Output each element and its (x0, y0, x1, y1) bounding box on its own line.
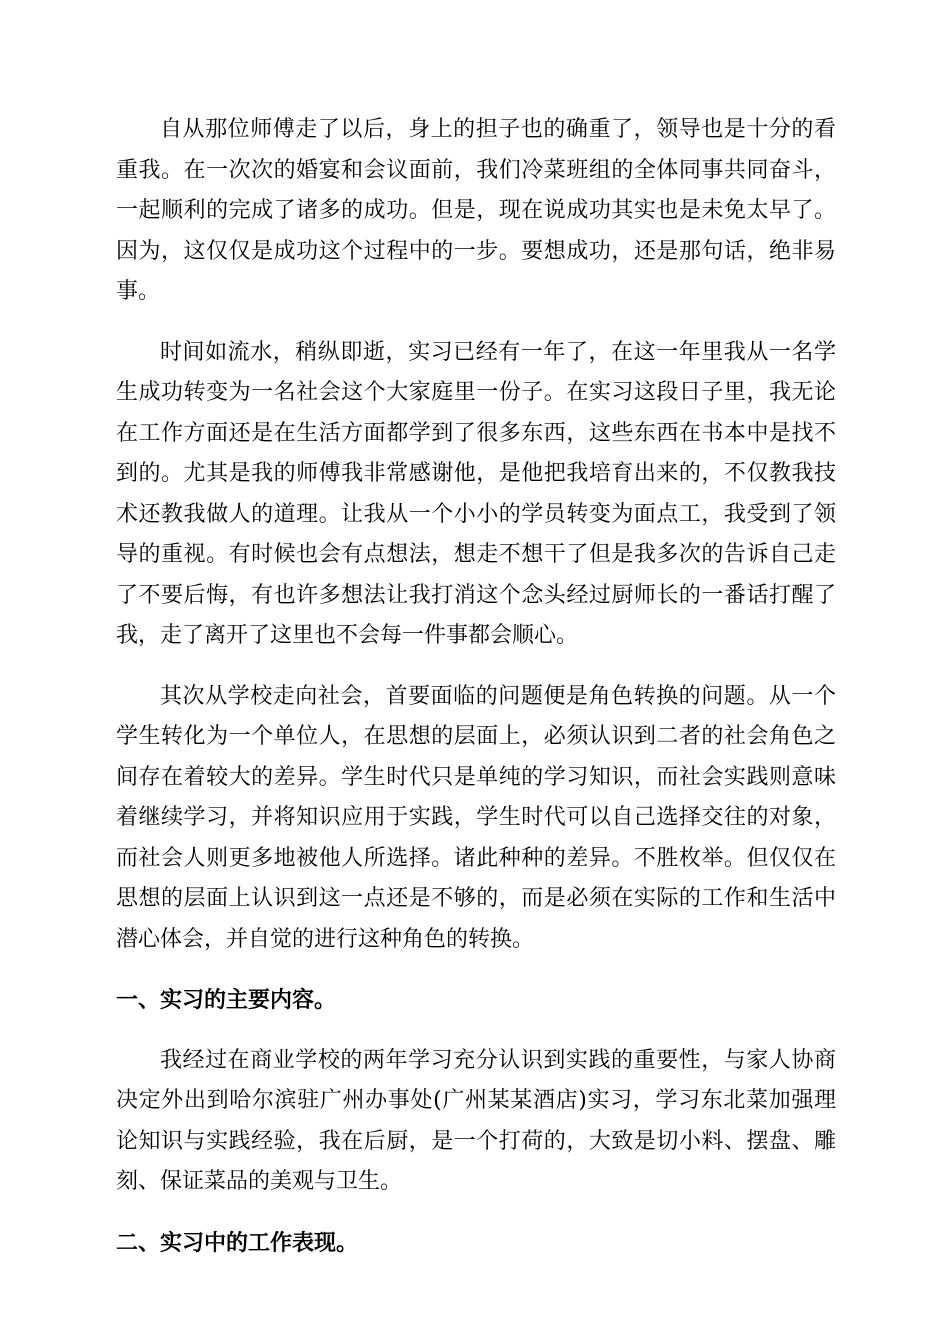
paragraph-role-transition: 其次从学校走向社会，首要面临的问题便是角色转换的问题。从一个学生转化为一个单位人，在思想的层面上，必须认识到二者的社会角色之间存在着较大的差异。学生时代只是单纯的学习知识，而社会实践则意味着继续学习，并将知识应用于实践，学生时代可以自己选择交往的对象，而社会人则更多地被他人所选择。诸此种种的差异。不胜枚举。但仅仅在思想的层面上认识到这一点还是不够的，而是必须在实际的工作和生活中潜心体会，并自觉的进行这种角色的转换。 (116, 683, 836, 952)
document-body (116, 110, 836, 1283)
paragraph-master-left: 自从那位师傅走了以后，身上的担子也的确重了，领导也是十分的看重我。在一次次的婚宴和会议面前，我们冷菜班组的全体同事共同奋斗，一起顺利的完成了诸多的成功。但是，现在说成功其实也是未免太早了。因为，这仅仅是成功这个过程中的一步。要想成功，还是那句话，绝非易事。 (116, 117, 836, 304)
section-heading-main-content: 一、实习的主要内容。 (116, 987, 337, 1013)
paragraph-internship-year: 时间如流水，稍纵即逝，实习已经有一年了，在这一年里我从一名学生成功转变为一名社会这个大家庭里一份子。在实习这段日子里，我无论在工作方面还是在生活方面都学到了很多东西，这些东西在书本中是找不到的。尤其是我的师傅我非常感谢他，是他把我培育出来的，不仅教我技术还教我做人的道理。让我从一个小小的学员转变为面点工，我受到了领导的重视。有时候也会有点想法，想走不想干了但是我多次的告诉自己走了不要后悔，有也许多想法让我打消这个念头经过厨师长的一番话打醒了我，走了离开了这里也不会每一件事都会顺心。 (116, 339, 836, 648)
paragraph-internship-content: 我经过在商业学校的两年学习充分认识到实践的重要性，与家人协商决定外出到哈尔滨驻广州办事处(广州某某酒店)实习，学习东北菜加强理论知识与实践经验，我在后厨，是一个打荷的，大致是切小料、摆盘、雕刻、保证菜品的美观与卫生。 (116, 1047, 836, 1194)
section-heading-work-performance: 二、实习中的工作表现。 (116, 1229, 359, 1256)
